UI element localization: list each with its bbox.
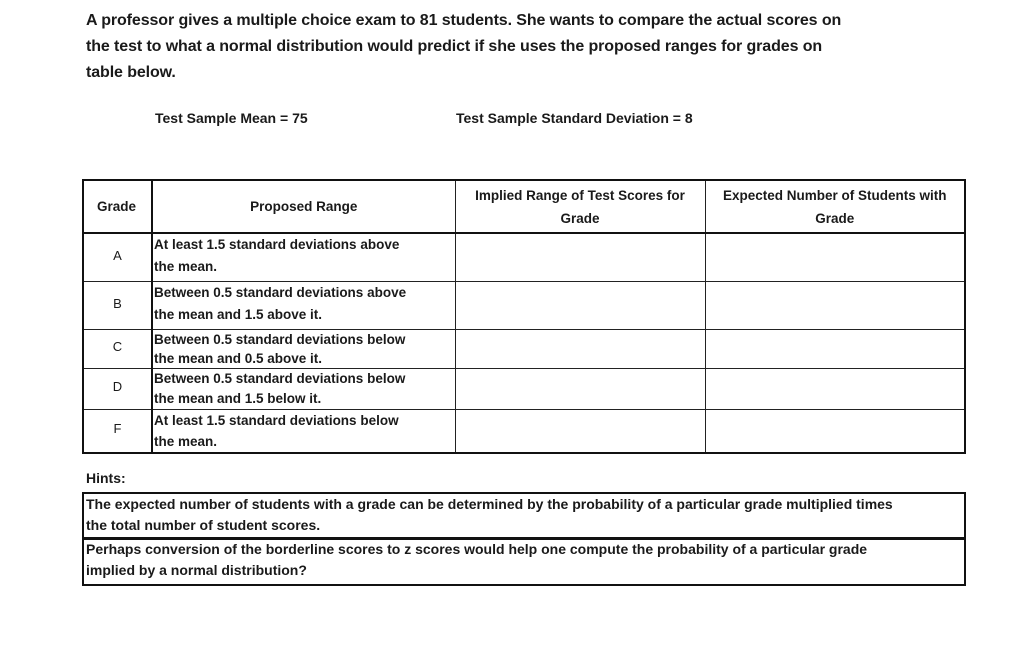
range-cell	[152, 281, 455, 329]
hint-1-line-2: the total number of student scores.	[86, 517, 321, 533]
range-line-1: Between 0.5 standard deviations below	[154, 331, 406, 347]
problem-line-2: the test to what a normal distribution would predict if she uses the proposed ranges for grades on	[86, 38, 823, 55]
table-header-row	[83, 180, 965, 233]
range-line-1: At least 1.5 standard deviations below	[154, 412, 399, 428]
implied-range-cell[interactable]	[455, 409, 705, 453]
header-proposed-range: Proposed Range	[152, 180, 455, 233]
grade-cell: C	[83, 329, 152, 368]
expected-number-cell[interactable]	[705, 233, 965, 281]
range-line-1: Between 0.5 standard deviations above	[154, 284, 407, 300]
implied-range-cell[interactable]	[455, 368, 705, 409]
hint-2-line-1: Perhaps conversion of the borderline scores to z scores would help one compute the probability of a particular grade	[86, 541, 868, 557]
hint-box-1	[82, 492, 966, 540]
expected-number-cell[interactable]	[705, 409, 965, 453]
grade-cell: A	[83, 233, 152, 281]
range-line-2: the mean and 1.5 above it.	[154, 306, 323, 322]
range-cell	[152, 368, 455, 409]
range-cell	[152, 409, 455, 453]
table-row	[83, 329, 965, 368]
problem-statement	[86, 8, 876, 86]
range-cell	[152, 329, 455, 368]
table-row	[83, 233, 965, 281]
range-line-1: Between 0.5 standard deviations below	[154, 370, 406, 386]
sample-standard-deviation: Test Sample Standard Deviation = 8	[456, 110, 693, 126]
hint-2-line-2: implied by a normal distribution?	[86, 562, 307, 578]
header-expected-line-1: Expected Number of Students with	[722, 187, 947, 203]
hints-label: Hints:	[86, 470, 126, 486]
implied-range-cell[interactable]	[455, 281, 705, 329]
implied-range-cell[interactable]	[455, 329, 705, 368]
table-row	[83, 281, 965, 329]
header-implied-line-1: Implied Range of Test Scores for	[475, 187, 685, 203]
grade-cell: B	[83, 281, 152, 329]
problem-line-3: table below.	[86, 64, 176, 81]
implied-range-cell[interactable]	[455, 233, 705, 281]
range-line-2: the mean and 0.5 above it.	[154, 350, 323, 366]
header-expected-line-2: Grade	[815, 210, 855, 226]
table-row	[83, 368, 965, 409]
header-grade: Grade	[83, 180, 152, 233]
range-line-1: At least 1.5 standard deviations above	[154, 237, 400, 252]
range-line-2: the mean.	[154, 433, 218, 449]
expected-number-cell[interactable]	[705, 281, 965, 329]
expected-number-cell[interactable]	[705, 368, 965, 409]
grade-cell: D	[83, 368, 152, 409]
grade-table	[82, 179, 966, 454]
table-row	[83, 409, 965, 453]
header-expected-number	[705, 180, 965, 233]
problem-line-1: A professor gives a multiple choice exam to 81 students. She wants to compare the actual scores on	[86, 12, 842, 29]
hint-1-line-1: The expected number of students with a grade can be determined by the probability of a particular grade multiplied times	[86, 496, 893, 512]
hint-box-2	[82, 537, 966, 586]
header-implied-range	[455, 180, 705, 233]
header-implied-line-2: Grade	[560, 210, 600, 226]
grade-cell: F	[83, 409, 152, 453]
expected-number-cell[interactable]	[705, 329, 965, 368]
sample-mean: Test Sample Mean = 75	[155, 110, 308, 126]
range-line-2: the mean and 1.5 below it.	[154, 390, 322, 406]
range-cell	[152, 233, 455, 281]
range-line-2: the mean.	[154, 259, 218, 274]
